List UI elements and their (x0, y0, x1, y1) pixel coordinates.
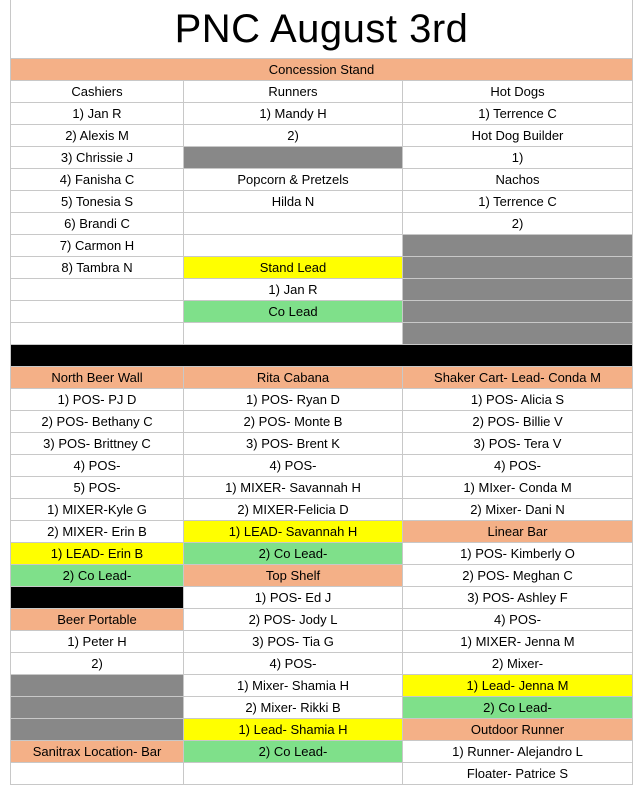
table-cell[interactable]: 2) POS- Monte B (184, 411, 403, 433)
lead-cell[interactable]: 1) LEAD- Savannah H (184, 521, 403, 543)
hot-dogs-header[interactable]: Hot Dogs (403, 81, 633, 103)
table-cell[interactable]: 1) Terrence C (403, 103, 633, 125)
table-row (10, 653, 633, 675)
shaker-cart-header[interactable]: Shaker Cart- Lead- Conda M (403, 367, 633, 389)
table-row (10, 609, 633, 631)
linear-bar-header[interactable]: Linear Bar (403, 521, 633, 543)
schedule-sheet (10, 0, 633, 785)
table-cell[interactable]: 3) POS- Ashley F (403, 587, 633, 609)
table-cell[interactable]: 1) Mixer- Shamia H (184, 675, 403, 697)
table-row (10, 675, 633, 697)
table-cell[interactable]: 2) POS- Bethany C (10, 411, 184, 433)
table-row (10, 477, 633, 499)
table-cell[interactable]: 2) Mixer- Rikki B (184, 697, 403, 719)
section-divider (10, 345, 633, 367)
sheet-title[interactable]: PNC August 3rd (10, 0, 633, 59)
table-cell[interactable] (10, 323, 184, 345)
table-row (10, 103, 633, 125)
table-cell[interactable] (184, 323, 403, 345)
table-cell[interactable]: 4) POS- (184, 653, 403, 675)
table-cell[interactable]: 2) MIXER- Erin B (10, 521, 184, 543)
table-cell[interactable]: 1) Mandy H (184, 103, 403, 125)
lead-cell[interactable]: 1) LEAD- Erin B (10, 543, 184, 565)
concession-section-row (10, 59, 633, 81)
table-cell[interactable]: 1) (403, 147, 633, 169)
table-cell[interactable]: 3) POS- Tera V (403, 433, 633, 455)
table-cell[interactable] (10, 763, 184, 785)
table-cell[interactable]: 4) POS- (403, 609, 633, 631)
co-lead-cell[interactable]: 2) Co Lead- (403, 697, 633, 719)
table-row (10, 279, 633, 301)
co-lead-cell[interactable]: 2) Co Lead- (10, 565, 184, 587)
table-cell[interactable]: 8) Tambra N (10, 257, 184, 279)
runners-header[interactable]: Runners (184, 81, 403, 103)
table-cell[interactable]: 3) POS- Brittney C (10, 433, 184, 455)
table-cell[interactable]: 2) Mixer- Dani N (403, 499, 633, 521)
table-cell[interactable]: 1) POS- Ryan D (184, 389, 403, 411)
table-row (10, 191, 633, 213)
table-cell[interactable] (403, 301, 633, 323)
table-row (10, 499, 633, 521)
table-cell[interactable]: Popcorn & Pretzels (184, 169, 403, 191)
table-cell[interactable]: 1) POS- Kimberly O (403, 543, 633, 565)
table-cell[interactable]: 2) Mixer- (403, 653, 633, 675)
table-row (10, 697, 633, 719)
table-cell[interactable]: Hilda N (184, 191, 403, 213)
table-cell[interactable] (184, 235, 403, 257)
table-cell[interactable] (10, 719, 184, 741)
table-row (10, 763, 633, 785)
table-cell[interactable]: 4) POS- (403, 455, 633, 477)
table-row (10, 719, 633, 741)
table-row (10, 169, 633, 191)
table-cell[interactable]: 2) (184, 125, 403, 147)
table-cell[interactable] (403, 235, 633, 257)
sanitrax-location-header[interactable]: Sanitrax Location- Bar (10, 741, 184, 763)
table-cell[interactable]: 3) POS- Tia G (184, 631, 403, 653)
table-cell[interactable]: 4) POS- (10, 455, 184, 477)
table-cell[interactable] (184, 763, 403, 785)
table-row (10, 631, 633, 653)
table-cell[interactable] (184, 147, 403, 169)
table-cell[interactable]: 2) (10, 653, 184, 675)
table-cell[interactable] (10, 301, 184, 323)
north-beer-wall-header[interactable]: North Beer Wall (10, 367, 184, 389)
top-shelf-header[interactable]: Top Shelf (184, 565, 403, 587)
table-cell[interactable]: 1) MIXER- Jenna M (403, 631, 633, 653)
table-row (10, 521, 633, 543)
table-cell[interactable] (184, 213, 403, 235)
bars-header-row (10, 367, 633, 389)
table-cell[interactable] (10, 279, 184, 301)
table-row (10, 433, 633, 455)
table-cell[interactable]: 1) MIxer- Conda M (403, 477, 633, 499)
table-cell[interactable]: 5) POS- (10, 477, 184, 499)
table-cell[interactable]: 1) MIXER-Kyle G (10, 499, 184, 521)
table-cell[interactable]: 1) Jan R (184, 279, 403, 301)
cashiers-header[interactable]: Cashiers (10, 81, 184, 103)
rita-cabana-header[interactable]: Rita Cabana (184, 367, 403, 389)
table-cell[interactable]: 1) POS- Ed J (184, 587, 403, 609)
table-cell[interactable]: 7) Carmon H (10, 235, 184, 257)
table-cell[interactable]: Hot Dog Builder (403, 125, 633, 147)
table-cell[interactable]: 2) POS- Meghan C (403, 565, 633, 587)
table-row (10, 455, 633, 477)
table-row (10, 411, 633, 433)
table-cell[interactable]: 2) POS- Jody L (184, 609, 403, 631)
lead-cell[interactable]: 1) Lead- Shamia H (184, 719, 403, 741)
table-cell[interactable]: 1) Terrence C (403, 191, 633, 213)
section-divider-row (10, 345, 633, 367)
table-row (10, 235, 633, 257)
table-cell[interactable]: 2) Alexis M (10, 125, 184, 147)
table-row (10, 741, 633, 763)
table-cell[interactable] (403, 257, 633, 279)
table-cell[interactable]: 1) Jan R (10, 103, 184, 125)
table-row (10, 147, 633, 169)
co-lead-cell[interactable]: 2) Co Lead- (184, 543, 403, 565)
table-cell[interactable]: 3) POS- Brent K (184, 433, 403, 455)
table-cell[interactable]: 2) POS- Billie V (403, 411, 633, 433)
concession-section-header[interactable]: Concession Stand (10, 59, 633, 81)
lead-cell[interactable]: 1) Lead- Jenna M (403, 675, 633, 697)
table-cell[interactable]: 2) MIXER-Felicia D (184, 499, 403, 521)
table-cell[interactable] (403, 323, 633, 345)
table-row (10, 213, 633, 235)
stand-lead-cell[interactable]: Stand Lead (184, 257, 403, 279)
table-cell[interactable] (403, 279, 633, 301)
table-row (10, 565, 633, 587)
co-lead-cell[interactable]: 2) Co Lead- (184, 741, 403, 763)
table-cell[interactable]: 1) Peter H (10, 631, 184, 653)
table-row (10, 587, 633, 609)
table-cell[interactable]: 5) Tonesia S (10, 191, 184, 213)
table-cell[interactable] (10, 675, 184, 697)
table-row (10, 301, 633, 323)
table-cell[interactable]: 2) (403, 213, 633, 235)
outdoor-runner-header[interactable]: Outdoor Runner (403, 719, 633, 741)
concession-header-row (10, 81, 633, 103)
table-cell[interactable] (10, 697, 184, 719)
table-row (10, 323, 633, 345)
table-cell[interactable]: 6) Brandi C (10, 213, 184, 235)
table-cell[interactable]: Floater- Patrice S (403, 763, 633, 785)
table-row (10, 543, 633, 565)
table-cell[interactable]: 4) Fanisha C (10, 169, 184, 191)
table-row (10, 125, 633, 147)
table-cell[interactable] (10, 587, 184, 609)
table-cell[interactable]: 1) MIXER- Savannah H (184, 477, 403, 499)
table-row (10, 257, 633, 279)
table-cell[interactable]: Nachos (403, 169, 633, 191)
table-cell[interactable]: 3) Chrissie J (10, 147, 184, 169)
table-cell[interactable]: 1) Runner- Alejandro L (403, 741, 633, 763)
table-cell[interactable]: 1) POS- PJ D (10, 389, 184, 411)
table-row (10, 389, 633, 411)
table-cell[interactable]: 1) POS- Alicia S (403, 389, 633, 411)
beer-portable-header[interactable]: Beer Portable (10, 609, 184, 631)
co-lead-cell[interactable]: Co Lead (184, 301, 403, 323)
table-cell[interactable]: 4) POS- (184, 455, 403, 477)
